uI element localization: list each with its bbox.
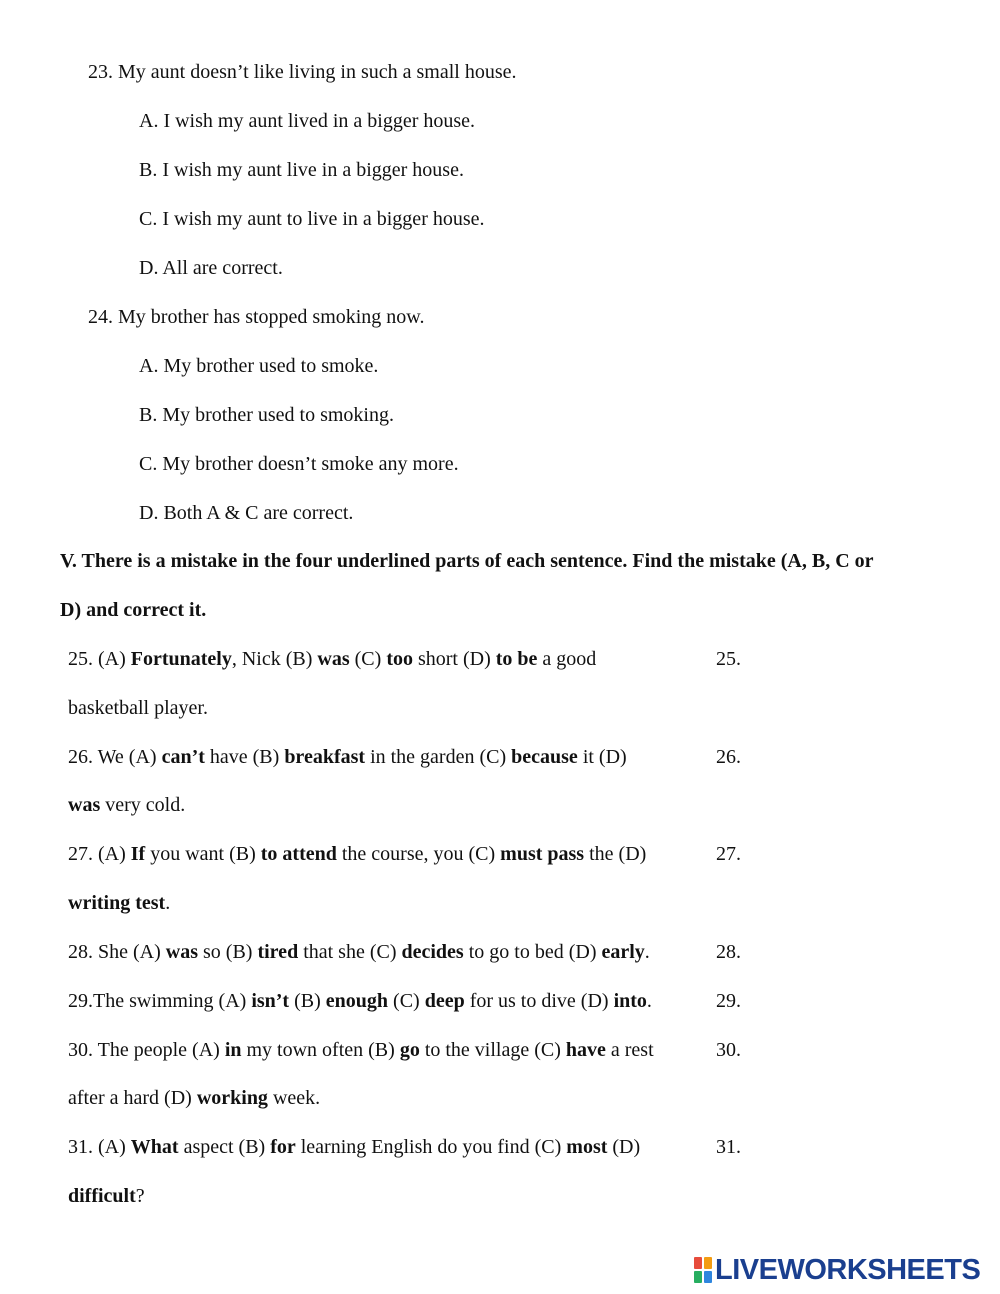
sentence-text: 30. The people (A) — [68, 1039, 225, 1061]
sentence-text: the course, you (C) — [336, 843, 501, 865]
underlined-part: in — [224, 1039, 242, 1061]
sentence-text: basketball player. — [68, 697, 208, 719]
error-item-29-number: 29. — [716, 990, 741, 1012]
underlined-part: into — [613, 990, 647, 1012]
error-item-25-line2 — [68, 696, 208, 720]
sentence-text: aspect (B) — [178, 1136, 271, 1158]
sentence-text: (C) — [388, 990, 425, 1012]
underlined-part: early — [601, 941, 645, 963]
underlined-part: to attend — [260, 843, 337, 865]
underlined-part: working — [196, 1087, 268, 1109]
section-v-heading-line1: V. There is a mistake in the four underlined parts of each sentence. Find the mistake (A, B, C or — [60, 550, 874, 572]
underlined-part: writing test — [68, 892, 166, 914]
sentence-text: . — [165, 892, 171, 914]
underlined-part: was — [317, 648, 350, 670]
question-24-stem: 24. My brother has stopped smoking now. — [88, 306, 425, 328]
error-item-30-line2 — [68, 1086, 320, 1110]
error-item-29-line1 — [68, 989, 652, 1013]
sentence-text: . — [644, 941, 650, 963]
sentence-text: (B) — [289, 990, 326, 1012]
question-24-option-a: A. My brother used to smoke. — [139, 355, 379, 377]
underlined-part: decides — [401, 941, 464, 963]
sentence-text: a rest — [605, 1039, 654, 1061]
question-23-option-d: D. All are correct. — [139, 257, 283, 279]
logo-mark-icon — [694, 1257, 712, 1283]
error-item-27-line2 — [68, 891, 170, 915]
section-v-heading-line2: D) and correct it. — [60, 599, 207, 621]
logo-mark-block — [694, 1257, 702, 1269]
question-24-option-b: B. My brother used to smoking. — [139, 404, 394, 426]
error-item-25-number: 25. — [716, 648, 741, 670]
sentence-text: . — [646, 990, 652, 1012]
error-item-31-line2 — [68, 1184, 145, 1208]
sentence-text: learning English do you find (C) — [295, 1136, 567, 1158]
sentence-text: 27. (A) — [68, 843, 131, 865]
question-23-option-b: B. I wish my aunt live in a bigger house. — [139, 159, 464, 181]
underlined-part: enough — [325, 990, 389, 1012]
sentence-text: 25. (A) — [68, 648, 131, 670]
liveworksheets-logo — [694, 1254, 980, 1286]
sentence-text: my town often (B) — [241, 1039, 400, 1061]
sentence-text: after a hard (D) — [68, 1087, 197, 1109]
question-23-option-a: A. I wish my aunt lived in a bigger house. — [139, 110, 476, 132]
error-item-28-line1 — [68, 940, 650, 964]
logo-mark-block — [704, 1271, 712, 1283]
underlined-part: tired — [257, 941, 299, 963]
underlined-part: to be — [495, 648, 538, 670]
error-item-26-line2 — [68, 793, 185, 817]
sentence-text: 26. We (A) — [68, 746, 162, 768]
sentence-text: for us to dive (D) — [464, 990, 614, 1012]
error-item-25-line1 — [68, 647, 596, 671]
error-item-31-number: 31. — [716, 1136, 741, 1158]
sentence-text: , Nick (B) — [231, 648, 318, 670]
sentence-text: short (D) — [412, 648, 496, 670]
sentence-text: (D) — [607, 1136, 641, 1158]
underlined-part: deep — [424, 990, 465, 1012]
error-item-27-line1 — [68, 842, 646, 866]
underlined-part: for — [270, 1136, 296, 1158]
sentence-text: ? — [135, 1185, 145, 1207]
sentence-text: in the garden (C) — [365, 746, 512, 768]
underlined-part: was — [68, 794, 101, 816]
sentence-text: (C) — [349, 648, 387, 670]
error-item-30-line1 — [68, 1038, 654, 1062]
sentence-text: you want (B) — [145, 843, 261, 865]
sentence-text: very cold. — [100, 794, 186, 816]
underlined-part: go — [399, 1039, 420, 1061]
logo-mark-block — [694, 1271, 702, 1283]
sentence-text: it (D) — [577, 746, 627, 768]
error-item-28-number: 28. — [716, 941, 741, 963]
sentence-text: to the village (C) — [419, 1039, 566, 1061]
sentence-text: that she (C) — [298, 941, 402, 963]
underlined-part: because — [511, 746, 578, 768]
underlined-part: was — [165, 941, 198, 963]
underlined-part: most — [566, 1136, 608, 1158]
error-item-31-line1 — [68, 1135, 640, 1159]
underlined-part: If — [130, 843, 146, 865]
question-24-option-d: D. Both A & C are correct. — [139, 502, 354, 524]
logo-text: LIVEWORKSHEETS — [715, 1253, 981, 1286]
underlined-part: have — [565, 1039, 606, 1061]
underlined-part: isn’t — [251, 990, 290, 1012]
error-item-30-number: 30. — [716, 1039, 741, 1061]
error-item-26-line1 — [68, 745, 627, 769]
question-23-option-c: C. I wish my aunt to live in a bigger house. — [139, 208, 485, 230]
sentence-text: 28. She (A) — [68, 941, 166, 963]
sentence-text: have (B) — [204, 746, 285, 768]
underlined-part: too — [386, 648, 413, 670]
error-item-26-number: 26. — [716, 746, 741, 768]
underlined-part: Fortunately — [130, 648, 232, 670]
sentence-text: the (D) — [584, 843, 647, 865]
underlined-part: What — [130, 1136, 179, 1158]
sentence-text: week. — [267, 1087, 321, 1109]
underlined-part: must pass — [500, 843, 585, 865]
underlined-part: breakfast — [284, 746, 366, 768]
sentence-text: 31. (A) — [68, 1136, 131, 1158]
logo-mark-block — [704, 1257, 712, 1269]
sentence-text: so (B) — [198, 941, 258, 963]
sentence-text: to go to bed (D) — [463, 941, 602, 963]
underlined-part: can’t — [161, 746, 205, 768]
question-23-stem: 23. My aunt doesn’t like living in such a small house. — [88, 61, 517, 83]
question-24-option-c: C. My brother doesn’t smoke any more. — [139, 453, 459, 475]
error-item-27-number: 27. — [716, 843, 741, 865]
sentence-text: 29.The swimming (A) — [68, 990, 252, 1012]
underlined-part: difficult — [68, 1185, 136, 1207]
sentence-text: a good — [537, 648, 597, 670]
